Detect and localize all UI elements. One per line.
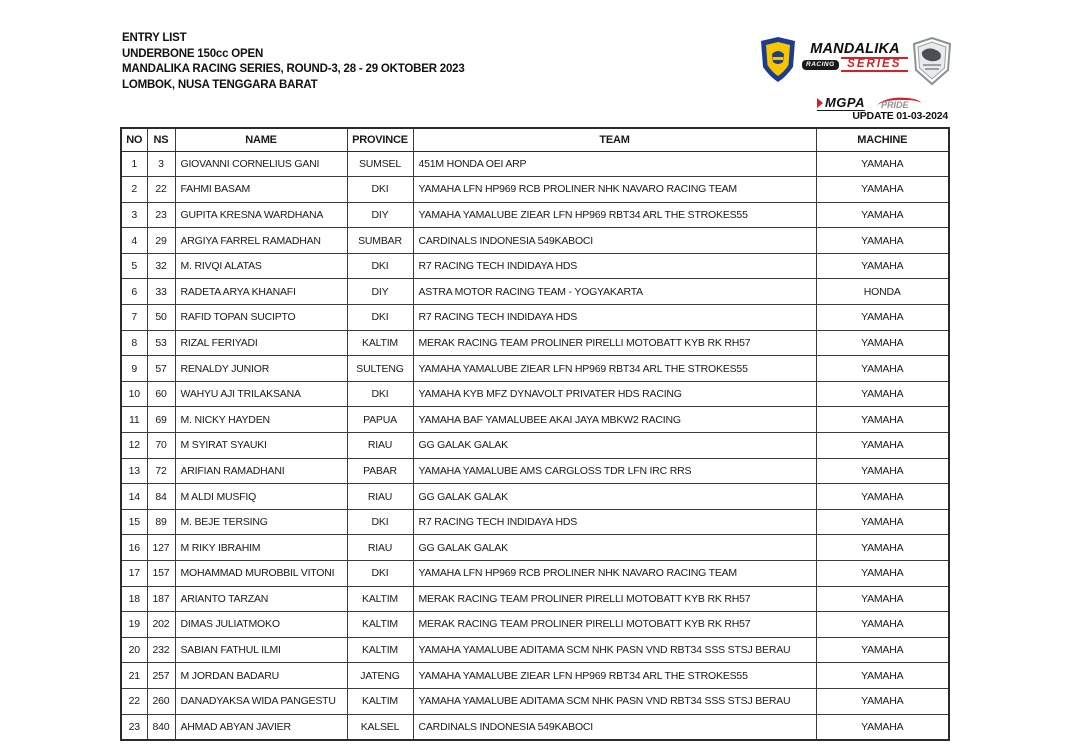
cell-ns: 22 bbox=[147, 177, 175, 203]
table-row bbox=[121, 330, 949, 356]
cell-team: YAMAHA YAMALUBE ADITAMA SCM NHK PASN VND RBT34 SSS STSJ BERAU bbox=[413, 688, 816, 714]
cell-name: DANADYAKSA WIDA PANGESTU bbox=[175, 688, 347, 714]
cell-province: KALTIM bbox=[347, 330, 413, 356]
cell-no: 14 bbox=[121, 484, 147, 510]
column-header-province: PROVINCE bbox=[347, 128, 413, 151]
cell-no: 6 bbox=[121, 279, 147, 305]
cell-machine: YAMAHA bbox=[816, 305, 949, 331]
logo-block bbox=[758, 36, 956, 111]
doc-title: ENTRY LIST bbox=[122, 32, 187, 44]
cell-ns: 72 bbox=[147, 458, 175, 484]
table-row bbox=[121, 714, 949, 740]
cell-ns: 29 bbox=[147, 228, 175, 254]
cell-no: 16 bbox=[121, 535, 147, 561]
doc-event: MANDALIKA RACING SERIES, ROUND-3, 28 - 29 OKTOBER 2023 bbox=[122, 63, 465, 75]
doc-class: UNDERBONE 150cc OPEN bbox=[122, 47, 264, 60]
cell-machine: YAMAHA bbox=[816, 637, 949, 663]
cell-machine: YAMAHA bbox=[816, 202, 949, 228]
cell-province: PABAR bbox=[347, 458, 413, 484]
cell-province: KALTIM bbox=[347, 688, 413, 714]
cell-name: M RIKY IBRAHIM bbox=[175, 535, 347, 561]
cell-no: 17 bbox=[121, 561, 147, 587]
cell-ns: 53 bbox=[147, 330, 175, 356]
cell-no: 22 bbox=[121, 688, 147, 714]
document-header bbox=[122, 31, 465, 93]
cell-province: KALTIM bbox=[347, 612, 413, 638]
cell-ns: 232 bbox=[147, 637, 175, 663]
cell-machine: YAMAHA bbox=[816, 663, 949, 689]
update-date: UPDATE 01-03-2024 bbox=[852, 110, 948, 122]
cell-ns: 70 bbox=[147, 433, 175, 459]
cell-name: RENALDY JUNIOR bbox=[175, 356, 347, 382]
cell-team: YAMAHA YAMALUBE ZIEAR LFN HP969 RBT34 ARL THE STROKES55 bbox=[413, 356, 816, 382]
column-header-name: NAME bbox=[175, 128, 347, 151]
cell-province: RIAU bbox=[347, 433, 413, 459]
cell-team: YAMAHA YAMALUBE ZIEAR LFN HP969 RBT34 ARL THE STROKES55 bbox=[413, 663, 816, 689]
racing-badge: RACING bbox=[802, 60, 839, 70]
cell-team: GG GALAK GALAK bbox=[413, 433, 816, 459]
cell-ns: 840 bbox=[147, 714, 175, 740]
table-row bbox=[121, 509, 949, 535]
cell-team: YAMAHA LFN HP969 RCB PROLINER NHK NAVARO RACING TEAM bbox=[413, 177, 816, 203]
cell-no: 8 bbox=[121, 330, 147, 356]
cell-no: 1 bbox=[121, 151, 147, 177]
cell-team: YAMAHA YAMALUBE AMS CARGLOSS TDR LFN IRC RRS bbox=[413, 458, 816, 484]
cell-no: 3 bbox=[121, 202, 147, 228]
cell-province: SUMSEL bbox=[347, 151, 413, 177]
cell-name: M. NICKY HAYDEN bbox=[175, 407, 347, 433]
cell-ns: 89 bbox=[147, 509, 175, 535]
cell-name: M JORDAN BADARU bbox=[175, 663, 347, 689]
cell-ns: 60 bbox=[147, 381, 175, 407]
cell-no: 23 bbox=[121, 714, 147, 740]
mgpa-logo: MGPA bbox=[817, 96, 865, 111]
cell-ns: 32 bbox=[147, 253, 175, 279]
cell-province: PAPUA bbox=[347, 407, 413, 433]
cell-province: RIAU bbox=[347, 535, 413, 561]
cell-machine: YAMAHA bbox=[816, 714, 949, 740]
table-row bbox=[121, 663, 949, 689]
cell-ns: 50 bbox=[147, 305, 175, 331]
cell-machine: YAMAHA bbox=[816, 228, 949, 254]
cell-province: SULTENG bbox=[347, 356, 413, 382]
cell-ns: 187 bbox=[147, 586, 175, 612]
cell-machine: YAMAHA bbox=[816, 253, 949, 279]
cell-team: MERAK RACING TEAM PROLINER PIRELLI MOTOBATT KYB RK RH57 bbox=[413, 586, 816, 612]
cell-name: MOHAMMAD MUROBBIL VITONI bbox=[175, 561, 347, 587]
cell-name: RIZAL FERIYADI bbox=[175, 330, 347, 356]
cell-name: M ALDI MUSFIQ bbox=[175, 484, 347, 510]
cell-province: DKI bbox=[347, 305, 413, 331]
cell-province: KALTIM bbox=[347, 637, 413, 663]
table-row bbox=[121, 279, 949, 305]
cell-team: MERAK RACING TEAM PROLINER PIRELLI MOTOBATT KYB RK RH57 bbox=[413, 612, 816, 638]
cell-ns: 33 bbox=[147, 279, 175, 305]
doc-location: LOMBOK, NUSA TENGGARA BARAT bbox=[122, 78, 318, 91]
table-row bbox=[121, 586, 949, 612]
cell-team: GG GALAK GALAK bbox=[413, 535, 816, 561]
cell-name: GIOVANNI CORNELIUS GANI bbox=[175, 151, 347, 177]
table-row bbox=[121, 407, 949, 433]
cell-machine: YAMAHA bbox=[816, 612, 949, 638]
cell-team: YAMAHA KYB MFZ DYNAVOLT PRIVATER HDS RACING bbox=[413, 381, 816, 407]
table-row bbox=[121, 688, 949, 714]
cell-team: GG GALAK GALAK bbox=[413, 484, 816, 510]
cell-ns: 23 bbox=[147, 202, 175, 228]
cell-team: MERAK RACING TEAM PROLINER PIRELLI MOTOBATT KYB RK RH57 bbox=[413, 330, 816, 356]
cell-team: R7 RACING TECH INDIDAYA HDS bbox=[413, 253, 816, 279]
cell-machine: YAMAHA bbox=[816, 177, 949, 203]
cell-ns: 260 bbox=[147, 688, 175, 714]
table-row bbox=[121, 151, 949, 177]
cell-team: YAMAHA BAF YAMALUBEE AKAI JAYA MBKW2 RACING bbox=[413, 407, 816, 433]
mandalika-wordmark-text: MANDALIKA bbox=[810, 41, 900, 57]
cell-province: DKI bbox=[347, 509, 413, 535]
cell-province: KALTIM bbox=[347, 586, 413, 612]
cell-team: YAMAHA YAMALUBE ADITAMA SCM NHK PASN VND RBT34 SSS STSJ BERAU bbox=[413, 637, 816, 663]
cell-name: RAFID TOPAN SUCIPTO bbox=[175, 305, 347, 331]
cell-team: YAMAHA LFN HP969 RCB PROLINER NHK NAVARO RACING TEAM bbox=[413, 561, 816, 587]
cell-no: 21 bbox=[121, 663, 147, 689]
series-text: SERIES bbox=[841, 57, 908, 72]
cell-name: GUPITA KRESNA WARDHANA bbox=[175, 202, 347, 228]
cell-no: 11 bbox=[121, 407, 147, 433]
cell-no: 9 bbox=[121, 356, 147, 382]
cell-machine: YAMAHA bbox=[816, 151, 949, 177]
cell-name: AHMAD ABYAN JAVIER bbox=[175, 714, 347, 740]
table-row bbox=[121, 637, 949, 663]
cell-province: DKI bbox=[347, 177, 413, 203]
column-header-team: TEAM bbox=[413, 128, 816, 151]
cell-team: R7 RACING TECH INDIDAYA HDS bbox=[413, 509, 816, 535]
cell-province: JATENG bbox=[347, 663, 413, 689]
cell-no: 13 bbox=[121, 458, 147, 484]
cell-name: WAHYU AJI TRILAKSANA bbox=[175, 381, 347, 407]
table-row bbox=[121, 561, 949, 587]
cell-team: CARDINALS INDONESIA 549KABOCI bbox=[413, 228, 816, 254]
cell-ns: 84 bbox=[147, 484, 175, 510]
cell-no: 20 bbox=[121, 637, 147, 663]
column-header-no: NO bbox=[121, 128, 147, 151]
cell-machine: YAMAHA bbox=[816, 561, 949, 587]
cell-machine: YAMAHA bbox=[816, 407, 949, 433]
table-row bbox=[121, 202, 949, 228]
cell-machine: YAMAHA bbox=[816, 381, 949, 407]
table-row bbox=[121, 484, 949, 510]
cell-province: DIY bbox=[347, 279, 413, 305]
mandalika-racing-series-logo bbox=[802, 42, 908, 72]
cell-name: SABIAN FATHUL ILMI bbox=[175, 637, 347, 663]
cell-province: DKI bbox=[347, 381, 413, 407]
table-row bbox=[121, 433, 949, 459]
cell-province: RIAU bbox=[347, 484, 413, 510]
cell-team: CARDINALS INDONESIA 549KABOCI bbox=[413, 714, 816, 740]
table-row bbox=[121, 458, 949, 484]
cell-ns: 157 bbox=[147, 561, 175, 587]
cell-province: DIY bbox=[347, 202, 413, 228]
cell-machine: YAMAHA bbox=[816, 356, 949, 382]
cell-name: M. RIVQI ALATAS bbox=[175, 253, 347, 279]
cell-no: 18 bbox=[121, 586, 147, 612]
cell-machine: YAMAHA bbox=[816, 535, 949, 561]
table-row bbox=[121, 535, 949, 561]
cell-no: 19 bbox=[121, 612, 147, 638]
cell-name: ARIFIAN RAMADHANI bbox=[175, 458, 347, 484]
cell-machine: YAMAHA bbox=[816, 330, 949, 356]
table-row bbox=[121, 228, 949, 254]
cell-machine: YAMAHA bbox=[816, 509, 949, 535]
cell-machine: YAMAHA bbox=[816, 484, 949, 510]
cell-name: ARGIYA FARREL RAMADHAN bbox=[175, 228, 347, 254]
cell-no: 15 bbox=[121, 509, 147, 535]
cell-machine: YAMAHA bbox=[816, 458, 949, 484]
table-row bbox=[121, 253, 949, 279]
cell-province: KALSEL bbox=[347, 714, 413, 740]
cell-name: ARIANTO TARZAN bbox=[175, 586, 347, 612]
mandalika-circuit-crest-icon bbox=[910, 36, 954, 91]
cell-team: 451M HONDA OEI ARP bbox=[413, 151, 816, 177]
cell-no: 2 bbox=[121, 177, 147, 203]
cell-team: YAMAHA YAMALUBE ZIEAR LFN HP969 RBT34 ARL THE STROKES55 bbox=[413, 202, 816, 228]
cell-no: 12 bbox=[121, 433, 147, 459]
entry-table bbox=[120, 127, 950, 741]
cell-machine: YAMAHA bbox=[816, 688, 949, 714]
cell-ns: 3 bbox=[147, 151, 175, 177]
cell-machine: YAMAHA bbox=[816, 586, 949, 612]
cell-ns: 69 bbox=[147, 407, 175, 433]
cell-name: M SYIRAT SYAUKI bbox=[175, 433, 347, 459]
cell-ns: 57 bbox=[147, 356, 175, 382]
cell-name: DIMAS JULIATMOKO bbox=[175, 612, 347, 638]
table-row bbox=[121, 177, 949, 203]
cell-no: 4 bbox=[121, 228, 147, 254]
cell-province: SUMBAR bbox=[347, 228, 413, 254]
cell-province: DKI bbox=[347, 561, 413, 587]
table-row bbox=[121, 305, 949, 331]
cell-name: M. BEJE TERSING bbox=[175, 509, 347, 535]
cell-machine: HONDA bbox=[816, 279, 949, 305]
cell-name: FAHMI BASAM bbox=[175, 177, 347, 203]
svg-text:PRIDE: PRIDE bbox=[881, 100, 909, 110]
cell-no: 5 bbox=[121, 253, 147, 279]
table-row bbox=[121, 612, 949, 638]
imi-shield-icon bbox=[758, 36, 798, 89]
table-header-row bbox=[121, 128, 949, 151]
table-row bbox=[121, 381, 949, 407]
cell-team: ASTRA MOTOR RACING TEAM - YOGYAKARTA bbox=[413, 279, 816, 305]
cell-name: RADETA ARYA KHANAFI bbox=[175, 279, 347, 305]
cell-no: 10 bbox=[121, 381, 147, 407]
column-header-ns: NS bbox=[147, 128, 175, 151]
cell-ns: 202 bbox=[147, 612, 175, 638]
table-row bbox=[121, 356, 949, 382]
cell-ns: 257 bbox=[147, 663, 175, 689]
cell-machine: YAMAHA bbox=[816, 433, 949, 459]
cell-ns: 127 bbox=[147, 535, 175, 561]
cell-no: 7 bbox=[121, 305, 147, 331]
column-header-machine: MACHINE bbox=[816, 128, 949, 151]
cell-team: R7 RACING TECH INDIDAYA HDS bbox=[413, 305, 816, 331]
cell-province: DKI bbox=[347, 253, 413, 279]
pride-logo bbox=[873, 95, 925, 111]
